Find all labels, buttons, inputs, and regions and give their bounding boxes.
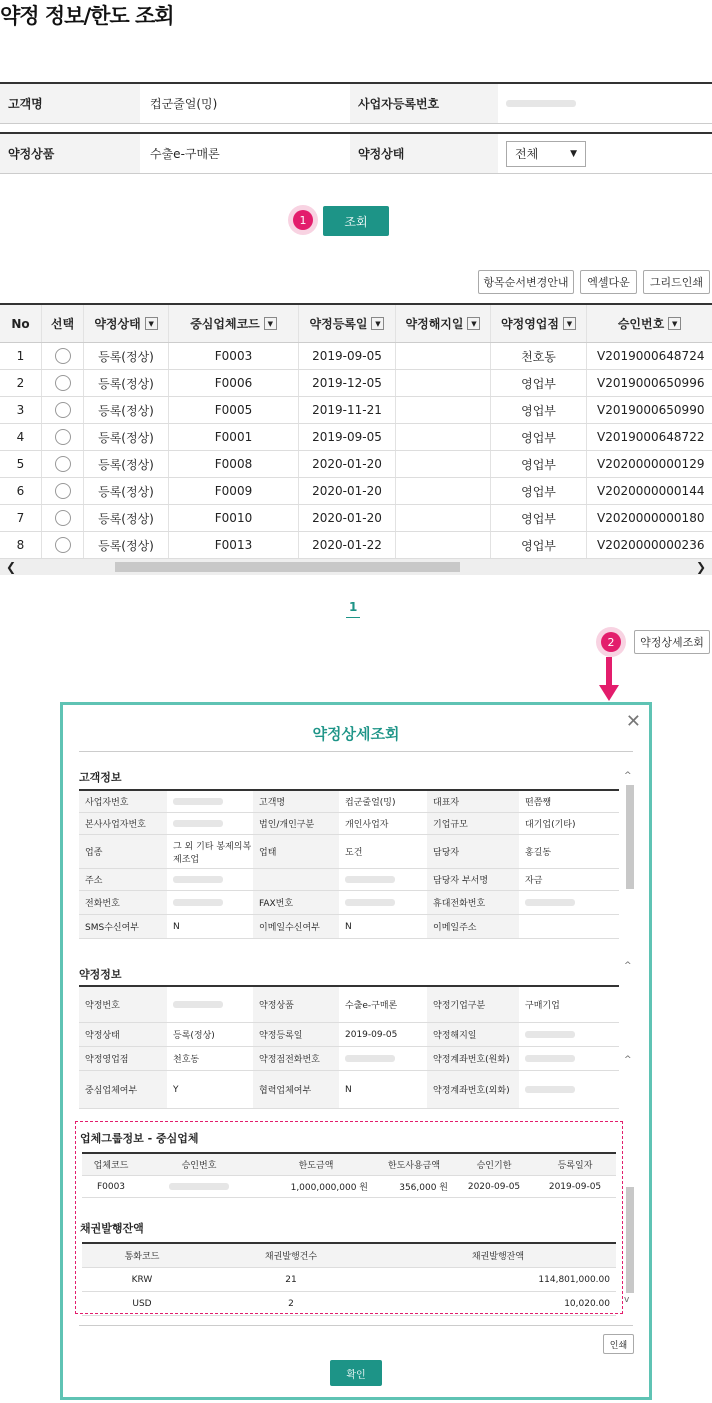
- cell-cancel: [396, 397, 491, 423]
- cell-no: 3: [0, 397, 42, 423]
- table-row[interactable]: [0, 532, 712, 559]
- cell-no: 5: [0, 451, 42, 477]
- info-value-v1: [167, 891, 253, 914]
- info-label-l2: 이메일수신여부: [253, 915, 339, 938]
- arrow-down-icon: [599, 657, 619, 703]
- info-value-v1: [167, 791, 253, 812]
- radio-button[interactable]: [55, 375, 71, 391]
- col-no: No: [0, 305, 42, 342]
- cell-no: 6: [0, 478, 42, 504]
- info-label-l2: 업태: [253, 835, 339, 868]
- info-value-v1: 그 외 기타 봉제의복 제조업: [173, 841, 252, 865]
- approval-value: [140, 1176, 258, 1197]
- info-value-v3: 떤쯤쨍: [525, 798, 552, 808]
- cell-approval: V2019000648724: [597, 349, 705, 363]
- info-value-v1: 천호동: [173, 1055, 200, 1065]
- bond-cell-count: 21: [285, 1274, 297, 1285]
- radio-button[interactable]: [55, 429, 71, 445]
- info-label-l1: 본사사업자번호: [79, 813, 167, 834]
- cell-approval: V2019000650990: [597, 403, 705, 417]
- cell-status: 등록(정상): [84, 370, 169, 396]
- info-label-l3: 휴대전화번호: [427, 891, 519, 914]
- info-label-l3: 대표자: [427, 791, 519, 812]
- cell-code: F0001: [169, 424, 299, 450]
- cell-approval: V2019000650996: [597, 376, 705, 390]
- info-label-l2: 법인/개인구분: [253, 813, 339, 834]
- info-value-v3: [519, 1047, 619, 1070]
- cell-code: F0006: [169, 370, 299, 396]
- cell-code: F0008: [169, 451, 299, 477]
- table-row[interactable]: [0, 478, 712, 505]
- product-value: 수출e-구매론: [150, 147, 220, 161]
- cell-no: 1: [0, 343, 42, 369]
- cell-approval: V2019000648722: [597, 430, 705, 444]
- group-header-row: 업체코드 승인번호 한도금액 한도사용금액 승인기한 등록일자: [82, 1154, 616, 1176]
- info-label-l3: 약정해지일: [427, 1023, 519, 1046]
- bizno-label: 사업자등록번호: [350, 84, 498, 123]
- scroll-up-icon[interactable]: ^: [624, 771, 632, 781]
- bizno-value: [498, 84, 712, 123]
- step-badge-2: 2: [601, 632, 621, 652]
- detail-view-button[interactable]: 약정상세조회: [634, 630, 710, 654]
- info-value-v2: [339, 1047, 427, 1070]
- cell-no: 7: [0, 505, 42, 531]
- cell-status: 등록(정상): [84, 451, 169, 477]
- col-select: 선택: [42, 305, 84, 342]
- info-label-l3: 약정계좌번호(외화): [427, 1071, 519, 1108]
- info-label-l3: 약정계좌번호(원화): [427, 1047, 519, 1070]
- cell-reg: 2019-09-05: [299, 343, 396, 369]
- col-reg[interactable]: 약정등록일 ▼: [299, 305, 396, 342]
- page-title: 약정 정보/한도 조회: [0, 4, 174, 28]
- cell-branch: 영업부: [491, 370, 587, 396]
- cell-approval: V2020000000180: [597, 511, 705, 525]
- info-value-v3: [519, 891, 619, 914]
- bond-cell-balance: 10,020.00: [564, 1298, 610, 1309]
- cell-cancel: [396, 451, 491, 477]
- group-section-title: 업체그룹정보 - 중심업체: [80, 1132, 199, 1145]
- info-value-v2: 개인사업자: [345, 820, 389, 830]
- cell-branch: 영업부: [491, 505, 587, 531]
- info-value-v2: 컵군줄얼(밍): [345, 798, 396, 808]
- info-value-v2: [339, 869, 427, 890]
- dropdown-icon[interactable]: ▼: [467, 317, 480, 330]
- bond-cell-balance: 114,801,000.00: [538, 1274, 610, 1285]
- info-label-l2: 고객명: [253, 791, 339, 812]
- info-label-l1: 주소: [79, 869, 167, 890]
- cell-status: 등록(정상): [84, 532, 169, 558]
- row-select-cell[interactable]: [42, 532, 84, 558]
- info-label-l2: 약정점전화번호: [253, 1047, 339, 1070]
- cell-reg: 2020-01-20: [299, 478, 396, 504]
- cell-reg: 2019-11-21: [299, 397, 396, 423]
- info-row: [79, 813, 619, 835]
- info-label-l1: SMS수신여부: [79, 915, 167, 938]
- scroll-thumb[interactable]: [115, 562, 460, 572]
- info-value-v1: N: [173, 921, 180, 932]
- radio-button[interactable]: [55, 483, 71, 499]
- grid-body: [0, 343, 712, 559]
- grid-print-button[interactable]: 그리드인쇄: [643, 270, 710, 294]
- row-select-cell[interactable]: [42, 424, 84, 450]
- scroll-thumb[interactable]: [626, 785, 634, 889]
- cell-branch: 영업부: [491, 451, 587, 477]
- info-label-l3: 기업규모: [427, 813, 519, 834]
- highlight-box: [75, 1121, 623, 1314]
- filter-row-product: [0, 132, 712, 174]
- table-row[interactable]: [0, 397, 712, 424]
- bond-cell-currency: KRW: [131, 1274, 153, 1285]
- filter-row-customer: [0, 82, 712, 124]
- info-value-v2: 2019-09-05: [345, 1029, 398, 1040]
- scroll-down-icon[interactable]: v: [624, 1295, 630, 1305]
- row-select-cell[interactable]: [42, 478, 84, 504]
- info-row: [79, 791, 619, 813]
- cell-cancel: [396, 532, 491, 558]
- page-number-current[interactable]: 1: [346, 600, 360, 618]
- dropdown-icon[interactable]: ▼: [145, 317, 158, 330]
- cell-cancel: [396, 343, 491, 369]
- info-value-v1: [167, 987, 253, 1022]
- cell-code: F0005: [169, 397, 299, 423]
- status-select[interactable]: [506, 141, 586, 167]
- info-value-v3: 대기업(기타): [525, 820, 576, 830]
- agreement-grid: [0, 303, 712, 575]
- cell-approval: V2020000000129: [597, 457, 705, 471]
- dropdown-icon[interactable]: ▼: [264, 317, 277, 330]
- cell-branch: 천호동: [491, 343, 587, 369]
- scroll-up-icon[interactable]: ^: [624, 1055, 632, 1065]
- customer-info-table: [79, 789, 619, 939]
- cell-approval: V2020000000236: [597, 538, 705, 552]
- bond-cell-currency: USD: [132, 1298, 152, 1309]
- info-value-v2: [339, 891, 427, 914]
- info-label-l1: 사업자번호: [79, 791, 167, 812]
- info-label-l1: 약정번호: [79, 987, 167, 1022]
- info-value-v1: [167, 869, 253, 890]
- cell-status: 등록(정상): [84, 478, 169, 504]
- info-row: [79, 1071, 619, 1109]
- confirm-button[interactable]: 확인: [330, 1360, 382, 1386]
- info-value-v3: [519, 1023, 619, 1046]
- cell-reg: 2020-01-20: [299, 451, 396, 477]
- info-value-v1: 등록(정상): [173, 1031, 215, 1041]
- cell-no: 2: [0, 370, 42, 396]
- bond-header-row: 통화코드 채권발행건수 채권발행잔액: [82, 1244, 616, 1268]
- dropdown-icon[interactable]: ▼: [668, 317, 681, 330]
- info-label-l2: 약정등록일: [253, 1023, 339, 1046]
- table-row[interactable]: [0, 343, 712, 370]
- col-approval[interactable]: 승인번호 ▼: [587, 305, 712, 342]
- row-select-cell[interactable]: [42, 343, 84, 369]
- customer-label: 고객명: [0, 84, 140, 123]
- cell-no: 4: [0, 424, 42, 450]
- cell-reg: 2019-12-05: [299, 370, 396, 396]
- print-button[interactable]: 인쇄: [603, 1334, 634, 1354]
- info-row: [79, 915, 619, 939]
- cell-approval: V2020000000144: [597, 484, 705, 498]
- cell-cancel: [396, 478, 491, 504]
- info-row: [79, 891, 619, 915]
- table-row[interactable]: [0, 505, 712, 532]
- col-cancel[interactable]: 약정해지일 ▼: [396, 305, 491, 342]
- scroll-thumb[interactable]: [626, 1187, 634, 1293]
- agreement-section-title: 약정정보: [79, 968, 122, 981]
- cell-reg: 2020-01-20: [299, 505, 396, 531]
- bond-row: [82, 1292, 616, 1316]
- cell-status: 등록(정상): [84, 424, 169, 450]
- bond-row: [82, 1268, 616, 1292]
- info-value-v2: 도건: [345, 848, 363, 858]
- horizontal-scrollbar[interactable]: [0, 559, 712, 575]
- info-label-l2: 협력업체여부: [253, 1071, 339, 1108]
- info-value-v2: N: [345, 921, 352, 932]
- info-label-l2: FAX번호: [253, 891, 339, 914]
- row-select-cell[interactable]: [42, 505, 84, 531]
- cell-status: 등록(정상): [84, 397, 169, 423]
- cell-code: F0010: [169, 505, 299, 531]
- status-select-value: 전체: [515, 147, 539, 161]
- info-label-l3: 약정기업구분: [427, 987, 519, 1022]
- info-value-v2: N: [345, 1084, 352, 1095]
- info-label-l1: 약정영업점: [79, 1047, 167, 1070]
- col-status[interactable]: 약정상태 ▼: [84, 305, 169, 342]
- info-row: [79, 987, 619, 1023]
- info-label-l1: 약정상태: [79, 1023, 167, 1046]
- cell-code: F0003: [169, 343, 299, 369]
- dropdown-icon[interactable]: ▼: [371, 317, 384, 330]
- modal-title: 약정상세조회: [312, 725, 400, 743]
- customer-section-title: 고객정보: [79, 771, 122, 784]
- row-select-cell[interactable]: [42, 451, 84, 477]
- status-label: 약정상태: [350, 134, 498, 173]
- radio-button[interactable]: [55, 510, 71, 526]
- info-label-l3: 담당자 부서명: [427, 869, 519, 890]
- radio-button[interactable]: [55, 456, 71, 472]
- info-row: [79, 1023, 619, 1047]
- radio-button[interactable]: [55, 402, 71, 418]
- radio-button[interactable]: [55, 537, 71, 553]
- info-value-v2: 수출e-구매론: [345, 1001, 398, 1011]
- cell-reg: 2019-09-05: [299, 424, 396, 450]
- info-label-l1: 전화번호: [79, 891, 167, 914]
- close-icon[interactable]: ✕: [625, 711, 641, 732]
- info-row: [79, 1047, 619, 1071]
- info-label-l2: 약정상품: [253, 987, 339, 1022]
- table-row[interactable]: [0, 370, 712, 397]
- cell-branch: 영업부: [491, 478, 587, 504]
- info-label-l3: 담당자: [427, 835, 519, 868]
- info-label-l3: 이메일주소: [427, 915, 519, 938]
- info-label-l2: [253, 869, 339, 890]
- excel-download-button[interactable]: 엑셀다운: [580, 270, 637, 294]
- caret-down-icon: ▼: [570, 148, 577, 159]
- scroll-right-icon[interactable]: ❯: [695, 560, 706, 574]
- cell-reg: 2020-01-22: [299, 532, 396, 558]
- product-label: 약정상품: [0, 134, 140, 173]
- cell-status: 등록(정상): [84, 343, 169, 369]
- info-value-v3: 구매기업: [525, 1001, 560, 1011]
- radio-button[interactable]: [55, 348, 71, 364]
- info-label-l1: 중심업체여부: [79, 1071, 167, 1108]
- cell-cancel: [396, 505, 491, 531]
- table-row[interactable]: [0, 424, 712, 451]
- info-row: [79, 835, 619, 869]
- cell-branch: 영업부: [491, 424, 587, 450]
- cell-cancel: [396, 370, 491, 396]
- cell-code: F0013: [169, 532, 299, 558]
- column-order-guide-button[interactable]: 항목순서변경안내: [478, 270, 574, 294]
- info-value-v3: [519, 1071, 619, 1108]
- bond-cell-count: 2: [288, 1298, 294, 1309]
- cell-status: 등록(정상): [84, 505, 169, 531]
- agreement-info-table: [79, 985, 619, 1109]
- bond-table: [82, 1242, 616, 1316]
- customer-value: 컵군줄얼(밍): [150, 97, 218, 111]
- group-data-row: F0003 1,000,000,000 원 356,000 원 2020-09-05 2019-09-05: [82, 1176, 616, 1198]
- info-value-v1: Y: [173, 1084, 179, 1095]
- cell-branch: 영업부: [491, 532, 587, 558]
- col-branch[interactable]: 약정영업점 ▼: [491, 305, 587, 342]
- row-select-cell[interactable]: [42, 370, 84, 396]
- info-value-v3: [519, 915, 619, 938]
- col-code[interactable]: 중심업체코드 ▼: [169, 305, 299, 342]
- info-row: [79, 869, 619, 891]
- row-select-cell[interactable]: [42, 397, 84, 423]
- cell-no: 8: [0, 532, 42, 558]
- cell-code: F0009: [169, 478, 299, 504]
- scroll-left-icon[interactable]: ❮: [6, 560, 17, 574]
- grid-header-row: [0, 305, 712, 343]
- detail-modal: [60, 702, 652, 1400]
- search-button[interactable]: 조회: [323, 206, 389, 236]
- group-table: [82, 1152, 616, 1198]
- info-value-v1: [167, 813, 253, 834]
- cell-cancel: [396, 424, 491, 450]
- bond-section-title: 채권발행잔액: [80, 1222, 144, 1235]
- scroll-up-icon[interactable]: ^: [624, 961, 632, 971]
- info-label-l1: 업종: [79, 835, 167, 868]
- cell-branch: 영업부: [491, 397, 587, 423]
- info-value-v3: 홍길동: [525, 848, 552, 858]
- dropdown-icon[interactable]: ▼: [563, 317, 576, 330]
- step-badge-1: 1: [293, 210, 313, 230]
- info-value-v3: 자금: [525, 876, 543, 886]
- table-row[interactable]: [0, 451, 712, 478]
